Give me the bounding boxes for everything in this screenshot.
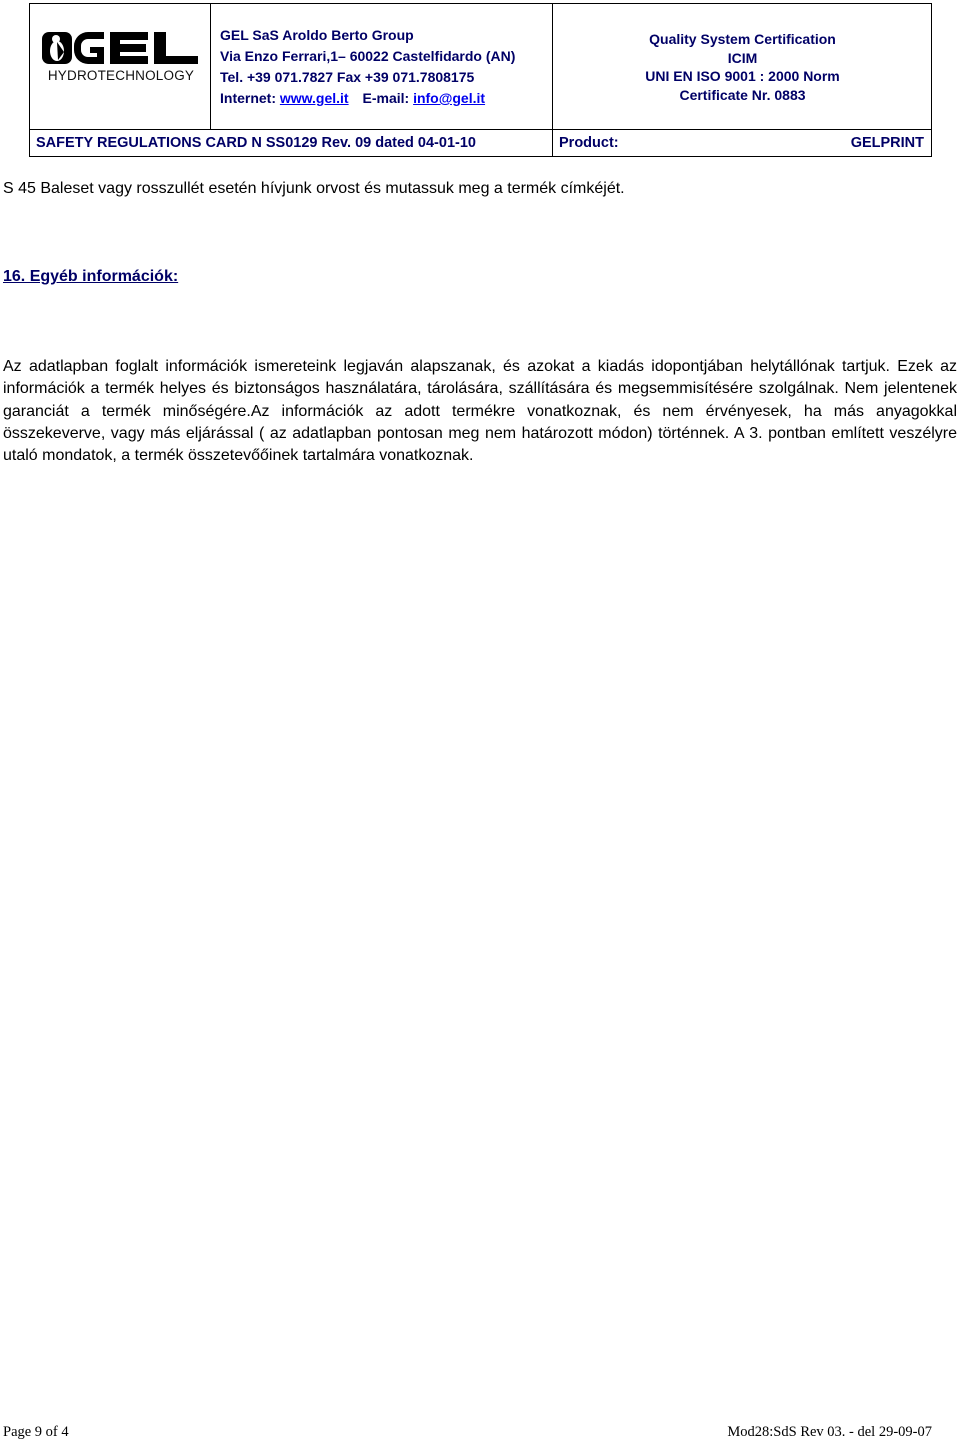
module-revision: Mod28:SdS Rev 03. - del 29-09-07 [727, 1424, 932, 1440]
company-info [220, 25, 515, 109]
company-name: GEL SaS Aroldo Berto Group [220, 27, 414, 43]
page-number: Page 9 of 4 [3, 1424, 69, 1440]
section-paragraph: Az adatlapban foglalt információk ismereteink legjaván alapszanak, és azokat a kiadás idopontjában helytállónak tartjuk. Ezek az információk a termék helyes és biztonságos használatára, tárolására, szállítására és megsemmisítésére szolgálnak. Nem jelentenek garanciát a termék minőségére.Az információk az adott termékre vonatkoznak, és nem érvényesek, ha más anyagokkal összekeverve, vagy más eljárással ( az adatlapban pontosan meg nem határozott módon) történnek. A 3. pontban említett veszélyre utaló mondatok, a termék összetevőőinek tartalmára vonatkoznak. [3, 358, 957, 465]
logo [30, 4, 211, 129]
company-contacts [220, 88, 515, 109]
product-label: Product: [559, 135, 619, 151]
logo-tagline: HYDROTECHNOLOGY [47, 68, 195, 83]
gel-logo-icon [42, 30, 200, 66]
cert-line: UNI EN ISO 9001 : 2000 Norm [645, 68, 840, 84]
internet-label: Internet: [220, 90, 276, 106]
company-phone-fax: Tel. +39 071.7827 Fax +39 071.7808175 [220, 69, 475, 85]
certification-info [553, 30, 932, 104]
safety-card-id: SAFETY REGULATIONS CARD N SS0129 Rev. 09 dated 04-01-10 [36, 135, 476, 151]
email-link[interactable]: info@gel.it [413, 90, 486, 106]
product-value: GELPRINT [850, 135, 924, 151]
cert-line: ICIM [727, 49, 758, 66]
cert-line: Quality System Certification [649, 31, 836, 47]
header-table [29, 3, 932, 157]
section-title: 16. Egyéb információk: [3, 268, 179, 285]
website-link[interactable]: www.gel.it [279, 90, 349, 106]
s45-statement: S 45 Baleset vagy rosszullét esetén hívjunk orvost és mutassuk meg a termék címkéjét. [3, 180, 625, 197]
cert-line: Certificate Nr. 0883 [679, 86, 806, 103]
email-label: E-mail: [362, 90, 410, 106]
company-address: Via Enzo Ferrari,1– 60022 Castelfidardo (AN) [220, 48, 516, 64]
